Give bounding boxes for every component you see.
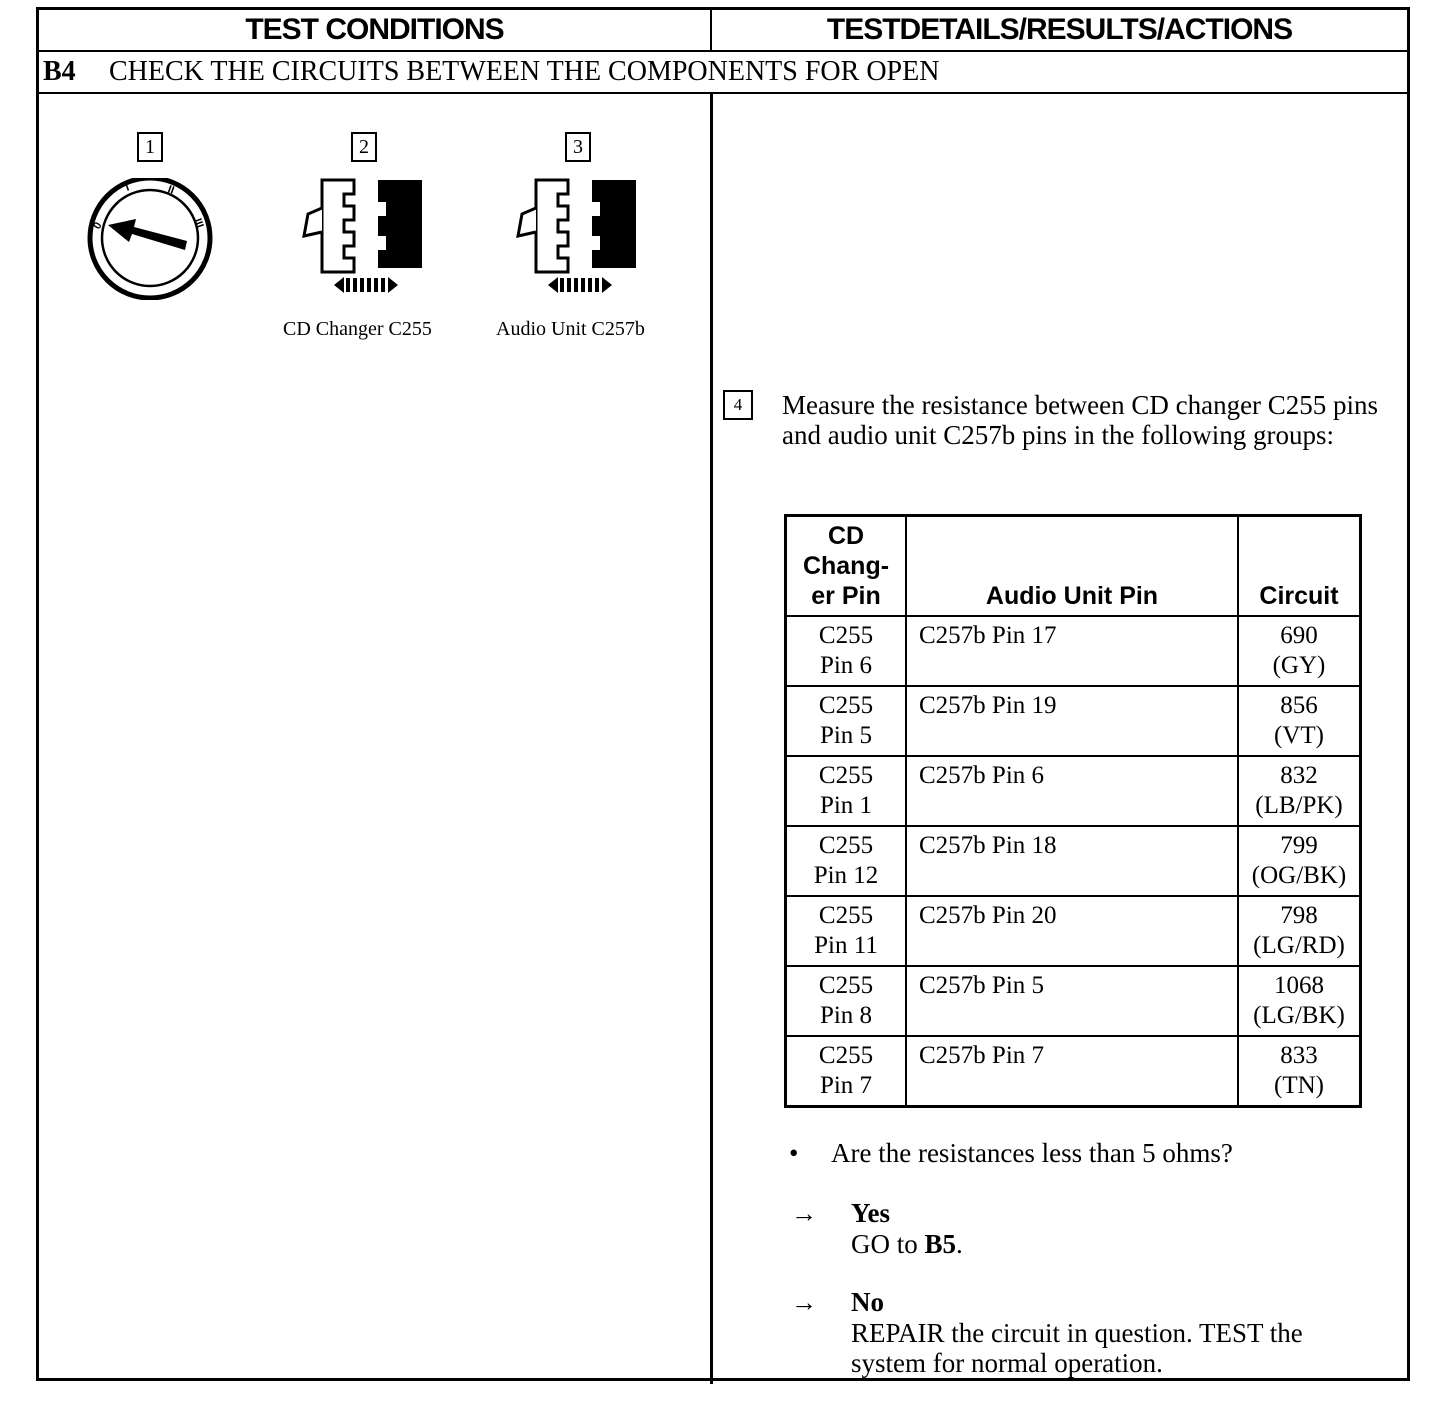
audio-pin-cell: C257b Pin 17 [906,616,1238,686]
circuit-number: 856 [1280,691,1318,719]
answer-no-label: No [851,1287,884,1317]
cd-pin-cell [786,826,907,896]
cd-pin: Pin 12 [813,861,879,889]
table-row [786,826,1361,896]
illustration-number-1: 1 [137,132,163,162]
question-text: Are the resistances less than 5 ohms? [831,1138,1233,1168]
circuit-cell [1238,896,1361,966]
table-row [786,616,1361,686]
cd-connector: C255 [818,901,874,929]
audio-pin-cell: C257b Pin 19 [906,686,1238,756]
yes-action-suffix: . [956,1229,963,1259]
no-arrow-icon: → [791,1288,817,1317]
ignition-switch-icon [84,178,216,300]
wire-color: (TN) [1274,1071,1324,1099]
circuit-cell [1238,1036,1361,1107]
illustration-number-2: 2 [351,132,377,162]
table-row [786,686,1361,756]
cd-connector: C255 [818,691,874,719]
wire-color: (LG/RD) [1253,931,1345,959]
audio-pin-cell: C257b Pin 7 [906,1036,1238,1107]
circuit-cell [1238,826,1361,896]
yes-action-prefix: GO to [851,1229,925,1259]
circuit-number: 798 [1280,901,1318,929]
instruction-text: Measure the resistance between CD changer C255 pins and audio unit C257b pins in the following groups: [782,390,1379,450]
table-header-row [786,516,1361,616]
header-test-details: TESTDETAILS/RESULTS/ACTIONS [826,13,1293,46]
ignition-mark-1: I [123,181,131,194]
cd-pin: Pin 7 [819,1071,873,1099]
circuit-cell [1238,686,1361,756]
audio-pin-cell: C257b Pin 20 [906,896,1238,966]
header-audio-unit-pin: Audio Unit Pin [906,516,1238,616]
circuit-cell [1238,756,1361,826]
wire-color: (GY) [1272,651,1326,679]
cd-pin-cell [786,686,907,756]
header-row [39,10,1407,52]
cd-connector: C255 [818,1041,874,1069]
yes-arrow-icon: → [791,1199,817,1228]
answer-no-action: REPAIR the circuit in question. TEST the system for normal operation. [851,1318,1303,1378]
wire-color: (LB/PK) [1255,791,1343,819]
cd-pin-cell [786,616,907,686]
circuit-cell [1238,966,1361,1036]
circuit-number: 1068 [1274,971,1324,999]
cd-pin-cell [786,966,907,1036]
connector-disconnect-icon [512,176,642,298]
circuit-number: 690 [1280,621,1318,649]
table-row [786,756,1361,826]
column-divider [710,94,713,1384]
cd-pin: Pin 11 [814,931,878,959]
audio-pin-cell: C257b Pin 5 [906,966,1238,1036]
connector-disconnect-icon [298,176,428,298]
circuit-number: 833 [1280,1041,1318,1069]
circuit-number: 799 [1280,831,1318,859]
cd-connector: C255 [818,971,874,999]
audio-pin-cell: C257b Pin 6 [906,756,1238,826]
step-id: B4 [43,56,76,87]
wire-color: (LG/BK) [1253,1001,1345,1029]
wire-color: (OG/BK) [1251,861,1347,889]
answer-yes-action [851,1229,1371,1259]
step-title-row [39,52,1407,94]
circuit-cell [1238,616,1361,686]
cd-pin-cell [786,896,907,966]
cd-connector: C255 [818,761,874,789]
cd-pin: Pin 6 [819,651,873,679]
caption-cd-changer: CD Changer C255 [283,318,432,340]
pin-table [784,514,1362,1108]
circuit-number: 832 [1280,761,1318,789]
cd-pin: Pin 5 [819,721,873,749]
header-test-conditions: TEST CONDITIONS [39,10,712,50]
cd-pin: Pin 1 [819,791,873,819]
cd-pin-cell [786,1036,907,1107]
table-row [786,1036,1361,1107]
ignition-mark-3: III [191,216,206,230]
caption-audio-unit: Audio Unit C257b [496,318,645,340]
cd-connector: C255 [818,831,874,859]
yes-action-target: B5 [924,1229,957,1259]
header-cd-changer-pin [786,516,907,616]
audio-pin-cell: C257b Pin 18 [906,826,1238,896]
instruction-number-4: 4 [723,390,753,420]
wire-color: (VT) [1274,721,1324,749]
step-title: CHECK THE CIRCUITS BETWEEN THE COMPONENTS FOR OPEN [109,56,940,87]
header-cd-line-2: Chang- [802,551,890,580]
answer-yes-label: Yes [851,1198,890,1228]
header-circuit: Circuit [1238,516,1361,616]
table-row [786,896,1361,966]
illustration-number-3: 3 [565,132,591,162]
ignition-mark-2: II [165,183,176,197]
header-cd-line-1: CD [827,521,865,550]
cd-pin-cell [786,756,907,826]
header-cd-line-3: er Pin [811,581,881,610]
cd-connector: C255 [818,621,874,649]
question-bullet: • [789,1138,799,1168]
cd-pin: Pin 8 [819,1001,873,1029]
table-row [786,966,1361,1036]
ignition-mark-0: 0 [91,220,105,232]
